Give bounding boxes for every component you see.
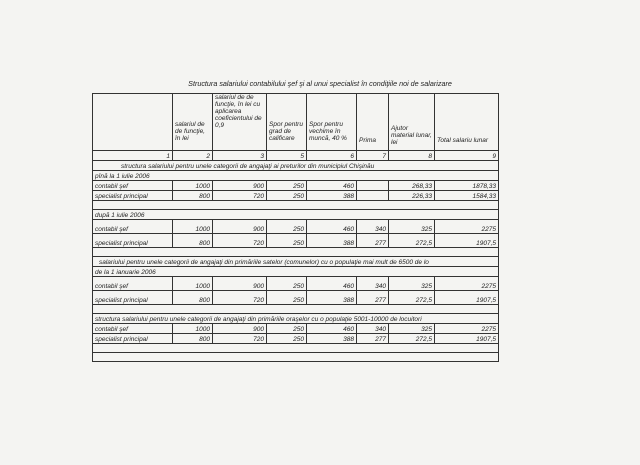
- document-title: Structura salariului contabilului şef şi al unui specialist în condiţiile noi de salarizare: [188, 79, 452, 88]
- table-row: [93, 277, 499, 291]
- table-cell: 720: [213, 191, 267, 201]
- table-cell: 340: [357, 324, 389, 334]
- blank-row: [93, 305, 499, 314]
- table-cell: 277: [357, 291, 389, 305]
- table-cell: 340: [357, 220, 389, 234]
- column-number: 9: [435, 151, 499, 161]
- row-label: contabil şef: [93, 181, 173, 191]
- section-subtitle: de la 1 ianuarie 2006: [93, 267, 499, 277]
- table-cell: 1584,33: [435, 191, 499, 201]
- table-cell: 1000: [173, 324, 213, 334]
- section-subtitle: pînă la 1 iulie 2006: [93, 171, 499, 181]
- table-cell: 460: [307, 277, 357, 291]
- column-number: 1: [93, 151, 173, 161]
- header-cell: Ajutor material lunar, lei: [389, 94, 435, 151]
- row-label: specialist principal: [93, 191, 173, 201]
- header-cell: Spor pentru vechime în muncă, 40 %: [307, 94, 357, 151]
- row-label: specialist principal: [93, 334, 173, 344]
- blank-row: [93, 248, 499, 257]
- table-cell: 1000: [173, 277, 213, 291]
- table-cell: 720: [213, 291, 267, 305]
- blank-row: [93, 201, 499, 210]
- row-label: contabil şef: [93, 277, 173, 291]
- table-cell: 277: [357, 334, 389, 344]
- table-cell: [357, 181, 389, 191]
- table-cell: 460: [307, 181, 357, 191]
- header-cell: salariul de de funcţie, în lei cu aplicarea coeficientului de 0,9: [213, 94, 267, 151]
- header-row: [93, 94, 499, 151]
- table-cell: 388: [307, 191, 357, 201]
- table-cell: 1907,5: [435, 334, 499, 344]
- table-cell: 226,33: [389, 191, 435, 201]
- row-label: specialist principal: [93, 291, 173, 305]
- table-cell: 272,5: [389, 234, 435, 248]
- table-row: [93, 191, 499, 201]
- row-label: contabil şef: [93, 324, 173, 334]
- table-cell: 250: [267, 291, 307, 305]
- section-title: structura salariului pentru unele categorii de angajaţi ai preturilor din municipiul Chişinău: [93, 161, 499, 171]
- column-number: 7: [357, 151, 389, 161]
- table-row: [93, 291, 499, 305]
- salary-table: [92, 93, 498, 362]
- section-title: structura salariului pentru unele categorii de angajaţi din primăriile oraşelor cu o populaţie 5001-10000 de locuitori: [93, 314, 499, 324]
- table-cell: 340: [357, 277, 389, 291]
- table-cell: 800: [173, 291, 213, 305]
- table-cell: 800: [173, 191, 213, 201]
- table-cell: 900: [213, 277, 267, 291]
- table-cell: 388: [307, 334, 357, 344]
- table-cell: 460: [307, 220, 357, 234]
- table-cell: 272,5: [389, 291, 435, 305]
- table-row: [93, 234, 499, 248]
- table-cell: 1878,33: [435, 181, 499, 191]
- column-number: 3: [213, 151, 267, 161]
- table-cell: 325: [389, 220, 435, 234]
- table-cell: 900: [213, 220, 267, 234]
- column-number: 5: [267, 151, 307, 161]
- table-cell: 268,33: [389, 181, 435, 191]
- header-cell: Prima: [357, 94, 389, 151]
- table-cell: 800: [173, 234, 213, 248]
- table-cell: 250: [267, 191, 307, 201]
- table-cell: 250: [267, 334, 307, 344]
- table-cell: 1907,5: [435, 291, 499, 305]
- table-cell: 272,5: [389, 334, 435, 344]
- table-row: [93, 334, 499, 344]
- table-cell: 2275: [435, 220, 499, 234]
- table-cell: 250: [267, 181, 307, 191]
- table-cell: 460: [307, 324, 357, 334]
- header-cell: [93, 94, 173, 151]
- section-title: salariului pentru unele categorii de angajaţi din primăriile satelor (comunelor) cu o populaţie mai mult de 6500 de lo: [93, 257, 499, 267]
- table-cell: 388: [307, 234, 357, 248]
- table-row: [93, 324, 499, 334]
- header-cell: salariul de de funcţie, în lei: [173, 94, 213, 151]
- row-label: specialist principal: [93, 234, 173, 248]
- blank-row: [93, 353, 499, 362]
- table-cell: 900: [213, 181, 267, 191]
- table-cell: 2275: [435, 324, 499, 334]
- table-cell: 325: [389, 277, 435, 291]
- table-row: [93, 181, 499, 191]
- column-number: 2: [173, 151, 213, 161]
- table-cell: 2275: [435, 277, 499, 291]
- table-cell: 250: [267, 234, 307, 248]
- column-number-row: [93, 151, 499, 161]
- table-cell: 250: [267, 324, 307, 334]
- table-cell: 1907,5: [435, 234, 499, 248]
- section-subtitle: după 1 iulie 2006: [93, 210, 499, 220]
- table-cell: 1000: [173, 220, 213, 234]
- table-cell: 720: [213, 334, 267, 344]
- column-number: 6: [307, 151, 357, 161]
- table-cell: 720: [213, 234, 267, 248]
- blank-row: [93, 344, 499, 353]
- table-cell: [357, 191, 389, 201]
- table-row: [93, 220, 499, 234]
- row-label: contabil şef: [93, 220, 173, 234]
- table-cell: 250: [267, 220, 307, 234]
- table-cell: 388: [307, 291, 357, 305]
- table-cell: 900: [213, 324, 267, 334]
- table-cell: 1000: [173, 181, 213, 191]
- header-cell: Spor pentru grad de calificare: [267, 94, 307, 151]
- table-cell: 325: [389, 324, 435, 334]
- table-cell: 800: [173, 334, 213, 344]
- header-cell: Total salariu lunar: [435, 94, 499, 151]
- table-cell: 277: [357, 234, 389, 248]
- column-number: 8: [389, 151, 435, 161]
- table-cell: 250: [267, 277, 307, 291]
